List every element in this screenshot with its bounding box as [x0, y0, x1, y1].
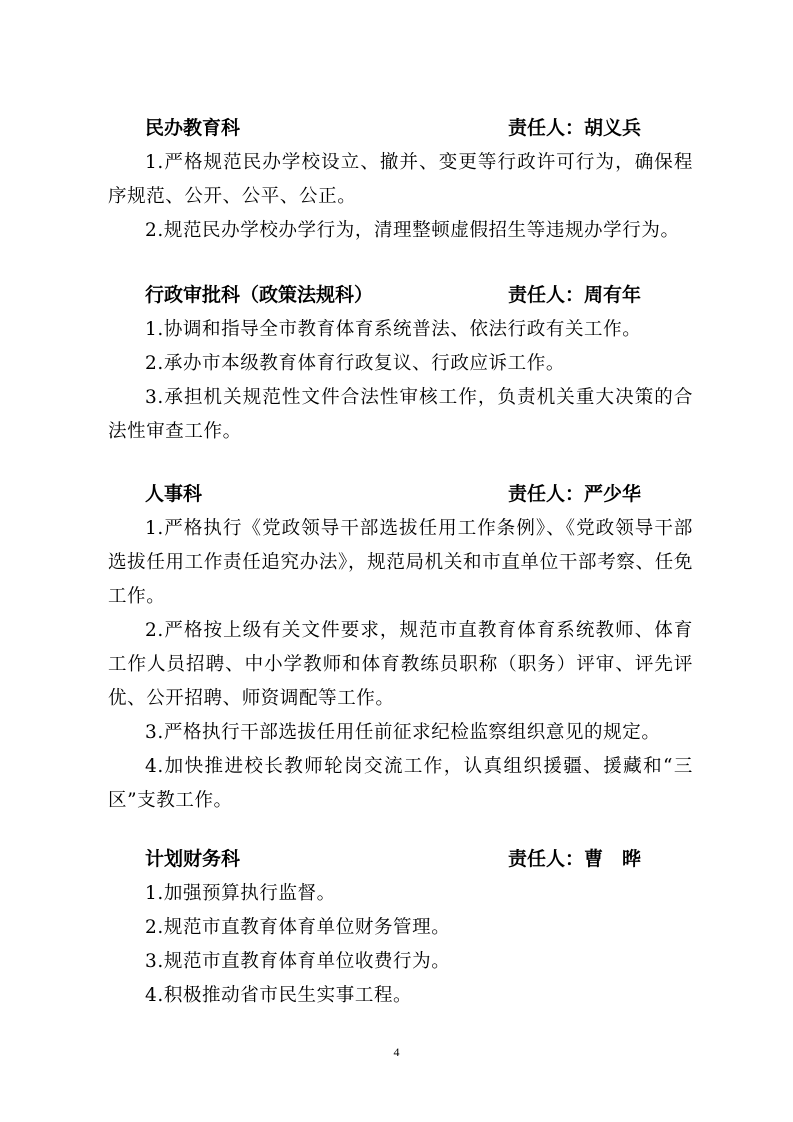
- item-paragraph: 3.规范市直教育体育单位收费行为。: [145, 951, 451, 972]
- section-header: [108, 476, 693, 512]
- item-paragraph: 1.严格执行《党政领导干部选拔任用工作条例》、《党政领导干部选拔任用工作责任追究办法》，规范局机关和市直单位干部考察、任免工作。: [108, 518, 693, 607]
- section-personnel: [108, 476, 693, 818]
- section-header: [108, 110, 693, 146]
- responsible-person: 责任人：严少华: [508, 483, 642, 505]
- section-title: 行政审批科（政策法规科）: [145, 284, 374, 306]
- item-paragraph: 1.协调和指导全市教育体育系统普法、依法行政有关工作。: [145, 319, 642, 340]
- responsible-person: 责任人：曹 晔: [508, 848, 642, 870]
- item-paragraph: 3.严格执行干部选拔任用任前征求纪检监察组织意见的规定。: [145, 722, 661, 743]
- item-paragraph: 2.规范民办学校办学行为，清理整顿虚假招生等违规办学行为。: [145, 220, 680, 241]
- item-paragraph: 2.规范市直教育体育单位财务管理。: [145, 917, 451, 938]
- item-paragraph: 2.承办市本级教育体育行政复议、行政应诉工作。: [145, 353, 565, 374]
- item-paragraph: 1.加强预算执行监督。: [145, 883, 336, 904]
- section-header: [108, 277, 693, 313]
- page-number: 4: [393, 1045, 400, 1059]
- section-planning-finance: [108, 841, 693, 1013]
- section-title: 计划财务科: [145, 848, 241, 870]
- section-administrative-approval: [108, 277, 693, 449]
- section-header: [108, 841, 693, 877]
- item-paragraph: 3.承担机关规范性文件合法性审核工作，负责机关重大决策的合法性审查工作。: [108, 387, 693, 442]
- item-paragraph: 1.严格规范民办学校设立、撤并、变更等行政许可行为，确保程序规范、公开、公平、公正。: [108, 152, 693, 207]
- item-paragraph: 4.积极推动省市民生实事工程。: [145, 985, 413, 1006]
- section-title: 民办教育科: [145, 117, 241, 139]
- section-title: 人事科: [145, 483, 203, 505]
- item-paragraph: 2.严格按上级有关文件要求，规范市直教育体育系统教师、体育工作人员招聘、中小学教师和体育教练员职称（职务）评审、评先评优、公开招聘、师资调配等工作。: [108, 620, 693, 709]
- responsible-person: 责任人：胡义兵: [508, 117, 642, 139]
- responsible-person: 责任人：周有年: [508, 284, 642, 306]
- item-paragraph: 4.加快推进校长教师轮岗交流工作，认真组织援疆、援藏和“三区”支教工作。: [108, 756, 693, 811]
- section-minban-education: [108, 110, 693, 248]
